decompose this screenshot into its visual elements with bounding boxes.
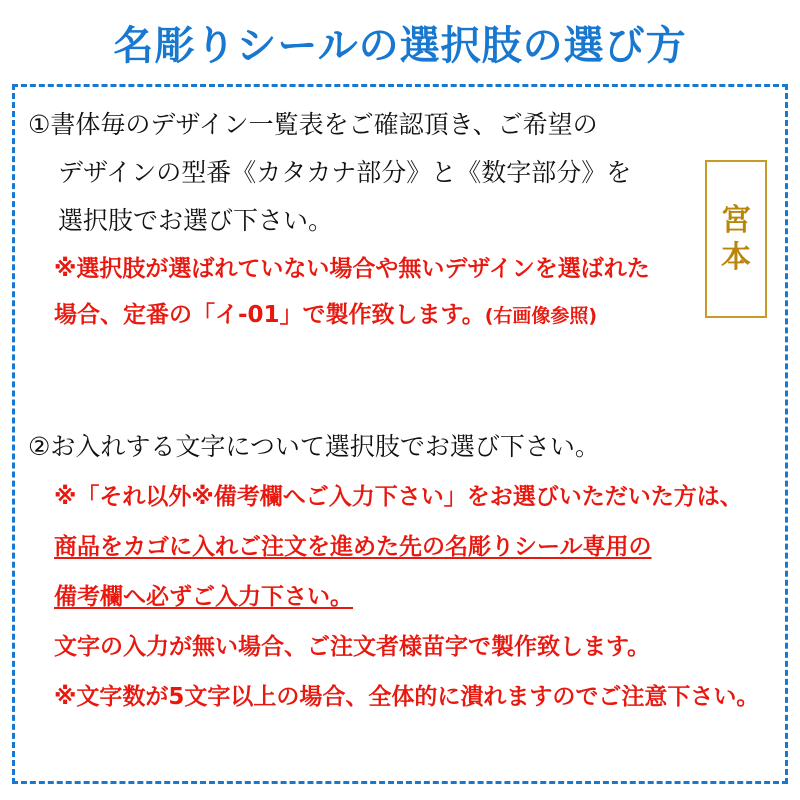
note-1-line-2-sub: (右画像参照) <box>484 305 598 327</box>
note-2-line-4: 文字の入力が無い場合、ご注文者様苗字で製作致します。 <box>54 634 651 660</box>
instruction-1-line-1: ①書体毎のデザイン一覧表をご確認頂き、ご希望の <box>28 110 598 139</box>
note-1-line-2-main: 場合、定番の「イ-01」で製作致します。 <box>54 302 485 328</box>
instruction-1-line-3: 選択肢でお選び下さい。 <box>58 206 334 235</box>
note-2-line-1: ※「それ以外※備考欄へご入力下さい」をお選びいただいた方は、 <box>54 484 743 510</box>
instruction-2-line-1: ②お入れする文字について選択肢でお選び下さい。 <box>28 432 600 461</box>
sample-seal-image <box>705 160 767 318</box>
note-2-line-2: 商品をカゴに入れご注文を進めた先の名彫りシール専用の <box>54 534 652 560</box>
instruction-1-line-2: デザインの型番《カタカナ部分》と《数字部分》を <box>58 158 632 187</box>
instructions-content <box>26 96 776 776</box>
note-2-line-5: ※文字数が5文字以上の場合、全体的に潰れますのでご注意下さい。 <box>54 684 760 710</box>
note-1-line-2 <box>28 304 597 327</box>
sample-seal-char-2: 本 <box>721 240 751 275</box>
sample-seal-char-1: 宮 <box>721 202 751 238</box>
note-2-line-3: 備考欄へ必ずご入力下さい。 <box>54 584 353 610</box>
note-1-line-1: ※選択肢が選ばれていない場合や無いデザインを選ばれた <box>54 256 650 282</box>
page-title: 名彫りシールの選択肢の選び方 <box>113 23 687 69</box>
